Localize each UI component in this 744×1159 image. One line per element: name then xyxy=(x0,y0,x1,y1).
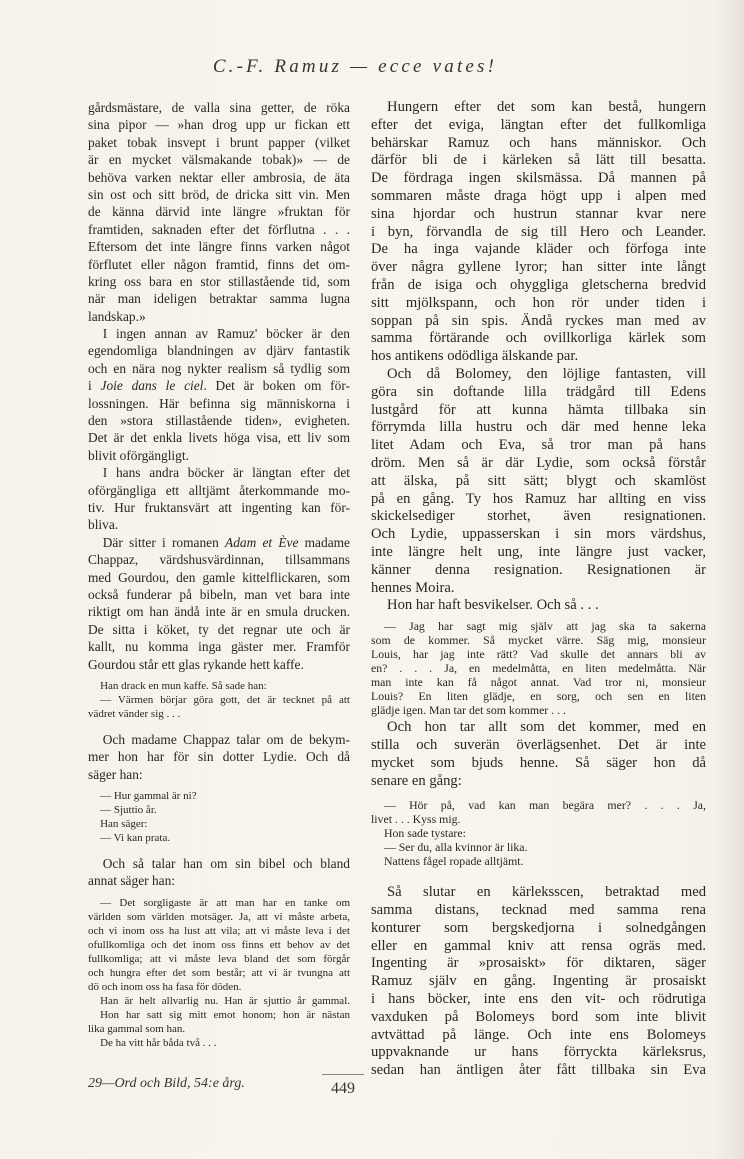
text-line: stilla och suverän överlägsenhet. Det är inte xyxy=(371,736,706,753)
text-line: glädje igen. Man tar det som kommer . . . xyxy=(371,703,566,718)
text-line: sitt mjölkspann, och hon rör under tiden i xyxy=(371,294,706,311)
text-line: — Det sorgligaste är att man har en tanke om xyxy=(100,896,350,909)
text-line: Och hon tar allt som det kommer, med en xyxy=(387,719,706,736)
text-line: Det är det enkla livets höga visa, ett liv som xyxy=(88,430,350,446)
text-line: dröm. Men så är där Lydie, som också förstår xyxy=(371,454,706,471)
paragraph xyxy=(371,884,706,1080)
text-line: lika gammal som han. xyxy=(88,1022,186,1035)
text-line: och en nära nog nykter realism så tydlig som xyxy=(88,360,350,376)
text-line: dö och inom oss ha fasa för döden. xyxy=(88,980,242,993)
text-line: också funderar på bibeln, man vet bara inte xyxy=(88,586,350,602)
text-line: i hans böcker, inte ens den vit- och rödrutiga xyxy=(371,991,706,1008)
text-line: Och då Bolomey, den löjlige fantasten, vill xyxy=(387,365,706,382)
text-line: hennes Moira. xyxy=(371,579,455,596)
text-line: Chappaz, värdshusvärdinnan, tillsammans xyxy=(88,552,350,568)
text-line: riktigt om han ändå inte är en smula drucken. xyxy=(88,604,350,620)
text-line: konturer som bergskedjorna i solnedgången xyxy=(371,919,706,936)
quotation xyxy=(88,679,350,721)
text-line: säger han: xyxy=(88,766,143,782)
text-line: tiv. Hur fruktansvärt att ingenting kan för- xyxy=(88,499,350,515)
text-segment: Där sitter i romanen xyxy=(102,534,226,550)
text-line: kallt, nu komma inga gäster mer. Framför xyxy=(88,639,350,655)
text-line: egendomliga blandningen av djärv fantastik xyxy=(88,343,350,359)
text-line: Hon har haft besvikelser. Och så . . . xyxy=(387,597,599,614)
text-line: livet . . . Kyss mig. xyxy=(371,812,461,827)
text-line: med Gourdou, den gamle kittelflickaren, som xyxy=(88,569,350,585)
text-line: på en gång. Ty hos Ramuz har allting en viss xyxy=(371,490,706,507)
text-line: De ha inga vajande kläder och förfoga inte xyxy=(371,241,706,258)
text-line: De ha vitt hår båda två . . . xyxy=(100,1036,217,1049)
text-line: behöva varken nektar eller ambrosia, de äta xyxy=(88,169,350,185)
text-line: samma förtärande och ovillkorliga kärlek som xyxy=(371,330,706,347)
paragraph xyxy=(88,325,350,464)
paragraph xyxy=(88,464,350,534)
text-line: — Värmen börjar göra gott, det är tecknet på att xyxy=(100,693,350,706)
text-line: efter det eviga, längtan efter det fullkomliga xyxy=(371,116,706,133)
text-segment: madame xyxy=(298,534,350,550)
text-line: annat säger han: xyxy=(88,873,175,889)
text-line: Louis, har jag inte rätt? Vad skulle det annars bli av xyxy=(371,647,706,662)
text-line: de känna därvid inte längre »fruktan för xyxy=(88,204,350,220)
text-line: skickelsediger storhet, även resignationen. xyxy=(371,508,706,525)
paragraph xyxy=(88,731,350,783)
text-line: mer hon har för sin dotter Lydie. Och då xyxy=(88,749,350,765)
text-line: Så slutar en kärleksscen, betraktad med xyxy=(387,884,706,901)
text-line: — Vi kan prata. xyxy=(100,832,171,845)
text-line: avtvättad på länge. Och inte ens Bolomeys xyxy=(371,1026,706,1043)
page-number: 449 xyxy=(331,1080,355,1097)
text-line: kring oss bara en stor stillastående tid, som xyxy=(88,273,350,289)
paragraph xyxy=(88,855,350,890)
text-line: en? . . . Ja, en medelmåtta, en liten medelmåtta. När xyxy=(371,661,706,676)
journal-footer: 29—Ord och Bild, 54:e årg. xyxy=(88,1076,245,1091)
text-line: och hungra efter det som består; att vi är tvungna att xyxy=(88,966,350,979)
right-column xyxy=(371,99,706,1080)
text-line: eller en gammal kniv att rensa ogräs med. xyxy=(371,937,706,954)
text-line: — Ser du, alla kvinnor är lika. xyxy=(383,840,528,855)
text-line: Hungern efter det som kan bestå, hungern xyxy=(387,99,706,115)
text-line: vaxduken på Bolomeys bord som inte blivit xyxy=(371,1008,706,1025)
text-line: från de isiga och ohyggliga gletscherna bredvid xyxy=(371,276,706,293)
text-line: förflutet eller någon framtid, finns det om- xyxy=(88,256,350,272)
text-line: Louis? En liten glädje, en sorg, och sen en liten xyxy=(371,689,706,704)
text-line: Han säger: xyxy=(100,818,148,831)
quotation xyxy=(88,789,350,845)
italic-title: Adam et Ève xyxy=(225,534,299,550)
text-line: De sitta i köket, ty det regnar ute och är xyxy=(88,621,350,637)
text-line: och vi inom oss ha lust att vila; att vi måste leva i det xyxy=(88,924,350,937)
text-line: i byn, förvandla de sig till Hero och Leander. xyxy=(371,223,706,240)
text-line: göra sin doftande lilla trädgård till Edens xyxy=(371,383,706,400)
text-line xyxy=(88,534,350,551)
text-line: är en mycket välsmakande tobak)» — de xyxy=(88,152,350,168)
text-line: landskap.» xyxy=(88,308,146,324)
text-line xyxy=(88,377,350,394)
italic-title: Joie dans le ciel xyxy=(100,378,204,394)
text-line: De fördraga ingen skilsmässa. Då mannen på xyxy=(371,170,706,187)
text-line: Nattens fågel ropade alltjämt. xyxy=(383,854,524,869)
text-line: att älska, på sitt sätt; blygt och skamlöst xyxy=(371,472,706,489)
paragraph xyxy=(371,719,706,790)
text-line: Ramuz själv en gång. Ingenting är prosaiskt xyxy=(371,973,706,990)
paragraph xyxy=(371,99,706,366)
text-line: Han är helt allvarlig nu. Han är sjuttio år gammal. xyxy=(100,994,350,1007)
text-line: Ingenting är »prosaiskt» för diktaren, säger xyxy=(371,955,706,972)
text-line: — Jag har sagt mig själv att jag ska ta sakerna xyxy=(383,619,706,634)
text-line: Gourdou står ett glas rykande hett kaffe. xyxy=(88,656,304,672)
text-line: mycket som bjuds henne. Så säger hon då xyxy=(371,754,706,771)
page-number-rule xyxy=(322,1074,364,1075)
text-line: uppvaknande ur hans förryckta kärleksrus, xyxy=(371,1044,706,1061)
text-line: lustgård för att kunna hämta tillbaka sin xyxy=(371,401,706,418)
text-line: sina pipor — »han drog upp ur fickan ett xyxy=(88,117,350,133)
paragraph xyxy=(371,597,706,615)
text-line: sedan han äntligen åter fått tillbaka sin Eva xyxy=(371,1062,706,1079)
text-line: senare en gång: xyxy=(371,772,462,789)
text-line: Och Lydie, uppasserskan i sin mors värdshus, xyxy=(371,526,706,543)
text-line: fullkomliga; att vi måste leva bland det som förgår xyxy=(88,952,350,965)
text-line: Och madame Chappaz talar om de bekym- xyxy=(102,731,350,747)
text-line: hos antikens odödliga älskande par. xyxy=(371,348,579,365)
text-line: ofullkomliga och det inom oss finns ett behov av det xyxy=(88,938,350,951)
text-segment: . Det är boken om för- xyxy=(203,378,350,394)
text-line: — Hör på, vad kan man begära mer? . . . Ja, xyxy=(383,798,706,813)
text-line: Och så talar han om sin bibel och bland xyxy=(102,856,350,872)
text-line: Eftersom det inte längre finns varken något xyxy=(88,239,350,255)
text-line: vädret vänder sig . . . xyxy=(88,707,181,720)
text-line: man inte kan få något annat. Vad tror ni, monsieur xyxy=(371,675,706,690)
text-line: den »stora stillastående tiden», evigheten. xyxy=(88,413,350,429)
quotation xyxy=(371,798,706,868)
text-line: när man ideligen betraktar samma lugna xyxy=(88,291,350,307)
text-line: litet Adam och Eva, så tror man på hans xyxy=(371,437,706,454)
text-line: sommaren måste draga högt upp i alpen med xyxy=(371,187,706,204)
text-line: bliva. xyxy=(88,517,119,533)
text-line: — Hur gammal är ni? xyxy=(100,790,197,803)
text-line: soppan på sin spis. Ändå ryckes man med av xyxy=(371,312,706,329)
running-head-title: C.-F. Ramuz — ecce vates! xyxy=(212,56,498,77)
text-line: världen som världen motsäger. Ja, att vi måste arbeta, xyxy=(88,910,350,923)
text-line: I hans andra böcker är längtan efter det xyxy=(102,465,350,481)
text-line: oförgängliga ett alltjämt återkommande mo- xyxy=(88,482,350,498)
text-line: sin ost och sitt bröd, de dricka sitt vin. Men xyxy=(88,186,350,202)
text-line: paket tobak insvept i brunt papper (vilket xyxy=(88,134,350,150)
text-line: Hon har satt sig mitt emot honom; hon är nästan xyxy=(100,1008,350,1021)
text-line: — Sjuttio år. xyxy=(100,804,157,817)
paragraph xyxy=(371,366,706,597)
quotation xyxy=(88,896,350,1050)
text-line: Han drack en mun kaffe. Så sade han: xyxy=(100,679,267,692)
text-segment: i xyxy=(88,378,101,394)
text-line: sina hjordar och hustrun stannar kvar nere xyxy=(371,205,706,222)
text-line: Hon sade tystare: xyxy=(383,826,466,841)
left-column xyxy=(88,99,350,1050)
text-line: lossningen. Här befinna sig människorna i xyxy=(88,395,350,411)
text-line: förrymda lilla hustru och där med henne leka xyxy=(371,419,706,436)
text-line: gårdsmästare, de valla sina getter, de röka xyxy=(88,100,350,115)
text-line: därför bli de i kärleken så lätt till besatta. xyxy=(371,152,706,169)
quotation xyxy=(371,619,706,717)
text-line: samma distans, tecknad med samma rena xyxy=(371,902,706,919)
text-line: känner denna resignation. Resignationen är xyxy=(371,561,706,578)
text-line: som de kommer. Så mycket värre. Säg mig, monsieur xyxy=(371,633,706,648)
text-line: framtiden, saknaden efter det förflutna . . . xyxy=(88,221,350,237)
text-line: behärskar Ramuz och hans människor. Och xyxy=(371,134,706,151)
text-line: blivit oförgängligt. xyxy=(88,447,189,463)
text-line: inte längre helt ung, inte längre just vacker, xyxy=(371,543,706,560)
paragraph xyxy=(88,99,350,325)
text-line: I ingen annan av Ramuz' böcker är den xyxy=(102,326,350,342)
text-line: över några gyllene lyror; han sitter inte långt xyxy=(371,259,706,276)
paragraph xyxy=(88,534,350,673)
